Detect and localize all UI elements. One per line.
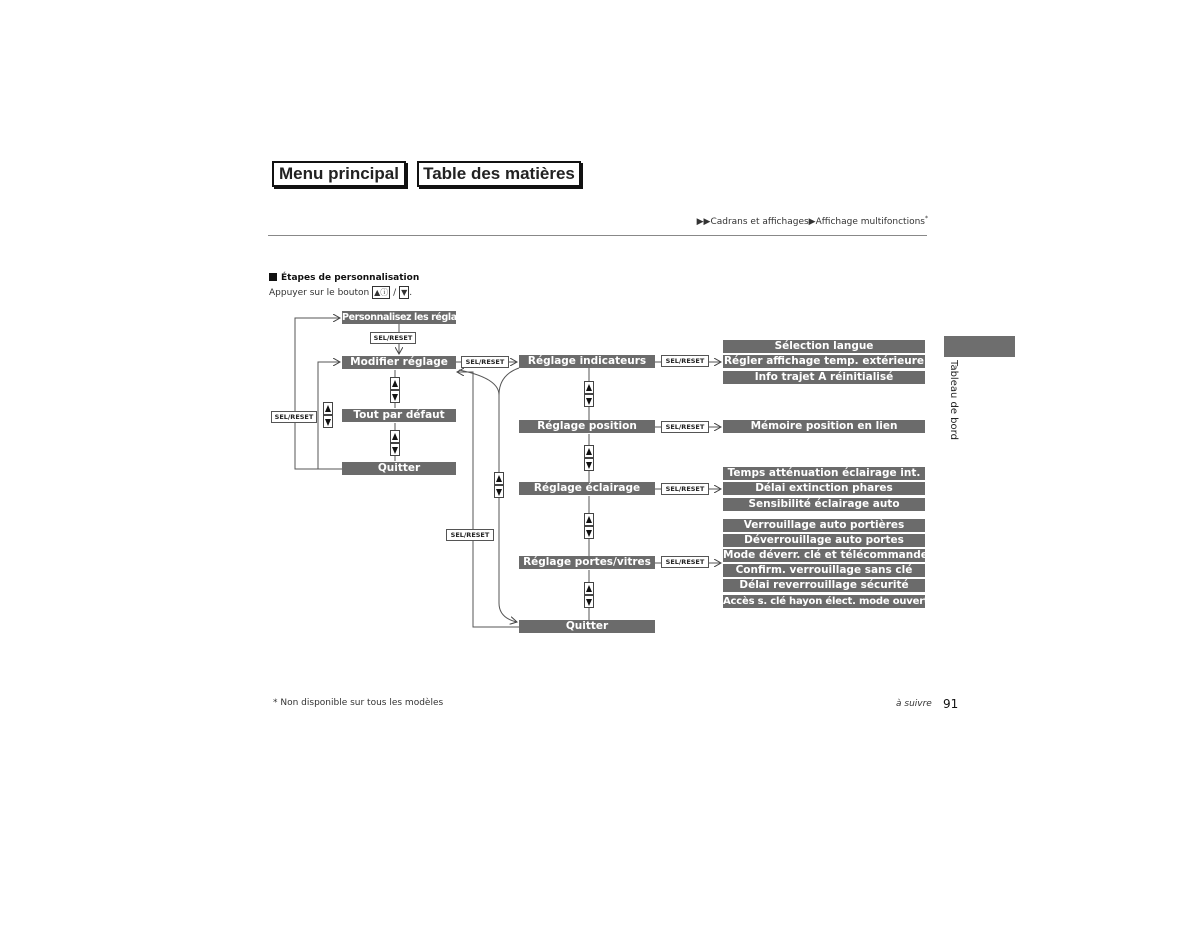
- down-arrow-icon: [584, 526, 594, 539]
- reglage-position-box: Réglage position: [519, 420, 655, 433]
- option-delai-extinction: Délai extinction phares: [723, 482, 925, 495]
- breadcrumb-link-affichage[interactable]: Affichage multifonctions: [815, 217, 925, 227]
- sel-reset-label: SEL/RESET: [370, 332, 416, 344]
- up-arrow-icon: [494, 472, 504, 485]
- sel-reset-label: SEL/RESET: [446, 529, 494, 541]
- continue-label: à suivre: [896, 699, 932, 709]
- reglage-portes-vitres-box: Réglage portes/vitres: [519, 556, 655, 569]
- quitter-left-box: Quitter: [342, 462, 456, 475]
- option-sensibilite-eclairage: Sensibilité éclairage auto: [723, 498, 925, 511]
- up-arrow-icon: [584, 513, 594, 526]
- reglage-indicateurs-box: Réglage indicateurs: [519, 355, 655, 368]
- breadcrumb-link-cadrans[interactable]: Cadrans et affichages: [710, 217, 809, 227]
- table-des-matieres-button[interactable]: Table des matières: [417, 161, 581, 187]
- option-deverrouillage-auto: Déverrouillage auto portes: [723, 534, 925, 547]
- side-tab-label: Tableau de bord: [948, 360, 959, 440]
- up-arrow-icon: [323, 402, 333, 415]
- option-acces-hayon-asterisk: *: [928, 594, 932, 602]
- up-arrow-icon: [584, 582, 594, 595]
- breadcrumb-asterisk: *: [925, 215, 928, 222]
- breadcrumb-separator: ▶: [808, 217, 816, 227]
- sel-reset-label: SEL/RESET: [661, 355, 709, 367]
- option-delai-reverrouillage: Délai reverrouillage sécurité: [723, 579, 925, 592]
- down-arrow-icon: [323, 415, 333, 428]
- sel-reset-label: SEL/RESET: [661, 483, 709, 495]
- instruction-text: Appuyer sur le bouton: [269, 288, 370, 298]
- page-number: 91: [943, 697, 959, 711]
- instruction-slash: /: [393, 288, 397, 298]
- up-arrow-icon: [584, 445, 594, 458]
- down-arrow-icon: [584, 458, 594, 471]
- up-arrow-icon: [390, 430, 400, 443]
- option-regler-affichage-temp: Régler affichage temp. extérieure: [723, 355, 925, 367]
- reglage-eclairage-box: Réglage éclairage: [519, 482, 655, 495]
- option-confirm-verrouillage: Confirm. verrouillage sans clé: [723, 564, 925, 577]
- quitter-mid-box: Quitter: [519, 620, 655, 633]
- down-arrow-icon: [390, 443, 400, 456]
- sel-reset-label: SEL/RESET: [661, 421, 709, 433]
- modifier-reglage-box: Modifier réglage: [342, 356, 456, 369]
- down-arrow-icon: [494, 485, 504, 498]
- option-temps-attenuation: Temps atténuation éclairage int.: [723, 467, 925, 480]
- footnote: * Non disponible sur tous les modèles: [273, 698, 444, 708]
- option-selection-langue: Sélection langue: [723, 340, 925, 353]
- down-key-icon: ▼: [401, 288, 408, 297]
- option-verrouillage-auto: Verrouillage auto portières: [723, 519, 925, 532]
- option-acces-hayon: [723, 594, 932, 608]
- sel-reset-label: SEL/RESET: [271, 411, 317, 423]
- option-mode-deverr-cle: Mode déverr. clé et télécommande: [723, 549, 928, 561]
- personnalisez-reglages-box: Personnalisez les réglages: [342, 312, 475, 323]
- option-info-trajet-a: Info trajet A réinitialisé: [723, 371, 925, 384]
- breadcrumb-arrows: ▶▶: [696, 217, 711, 227]
- tout-par-defaut-box: Tout par défaut: [342, 409, 456, 422]
- sel-reset-label: SEL/RESET: [461, 356, 509, 368]
- menu-principal-button[interactable]: Menu principal: [272, 161, 406, 187]
- down-arrow-icon: [584, 595, 594, 608]
- up-arrow-icon: [390, 377, 400, 390]
- down-arrow-icon: [390, 390, 400, 403]
- instruction-period: .: [409, 288, 413, 298]
- up-arrow-icon: [584, 381, 594, 394]
- option-acces-hayon-label: Accès s. clé hayon élect. mode ouvert: [723, 596, 929, 607]
- section-title-text: Étapes de personnalisation: [281, 273, 420, 283]
- option-memoire-position: Mémoire position en lien: [723, 420, 925, 433]
- down-arrow-icon: [584, 394, 594, 407]
- up-info-key-icon: ▲ⓘ: [374, 288, 389, 297]
- sel-reset-label: SEL/RESET: [661, 556, 709, 568]
